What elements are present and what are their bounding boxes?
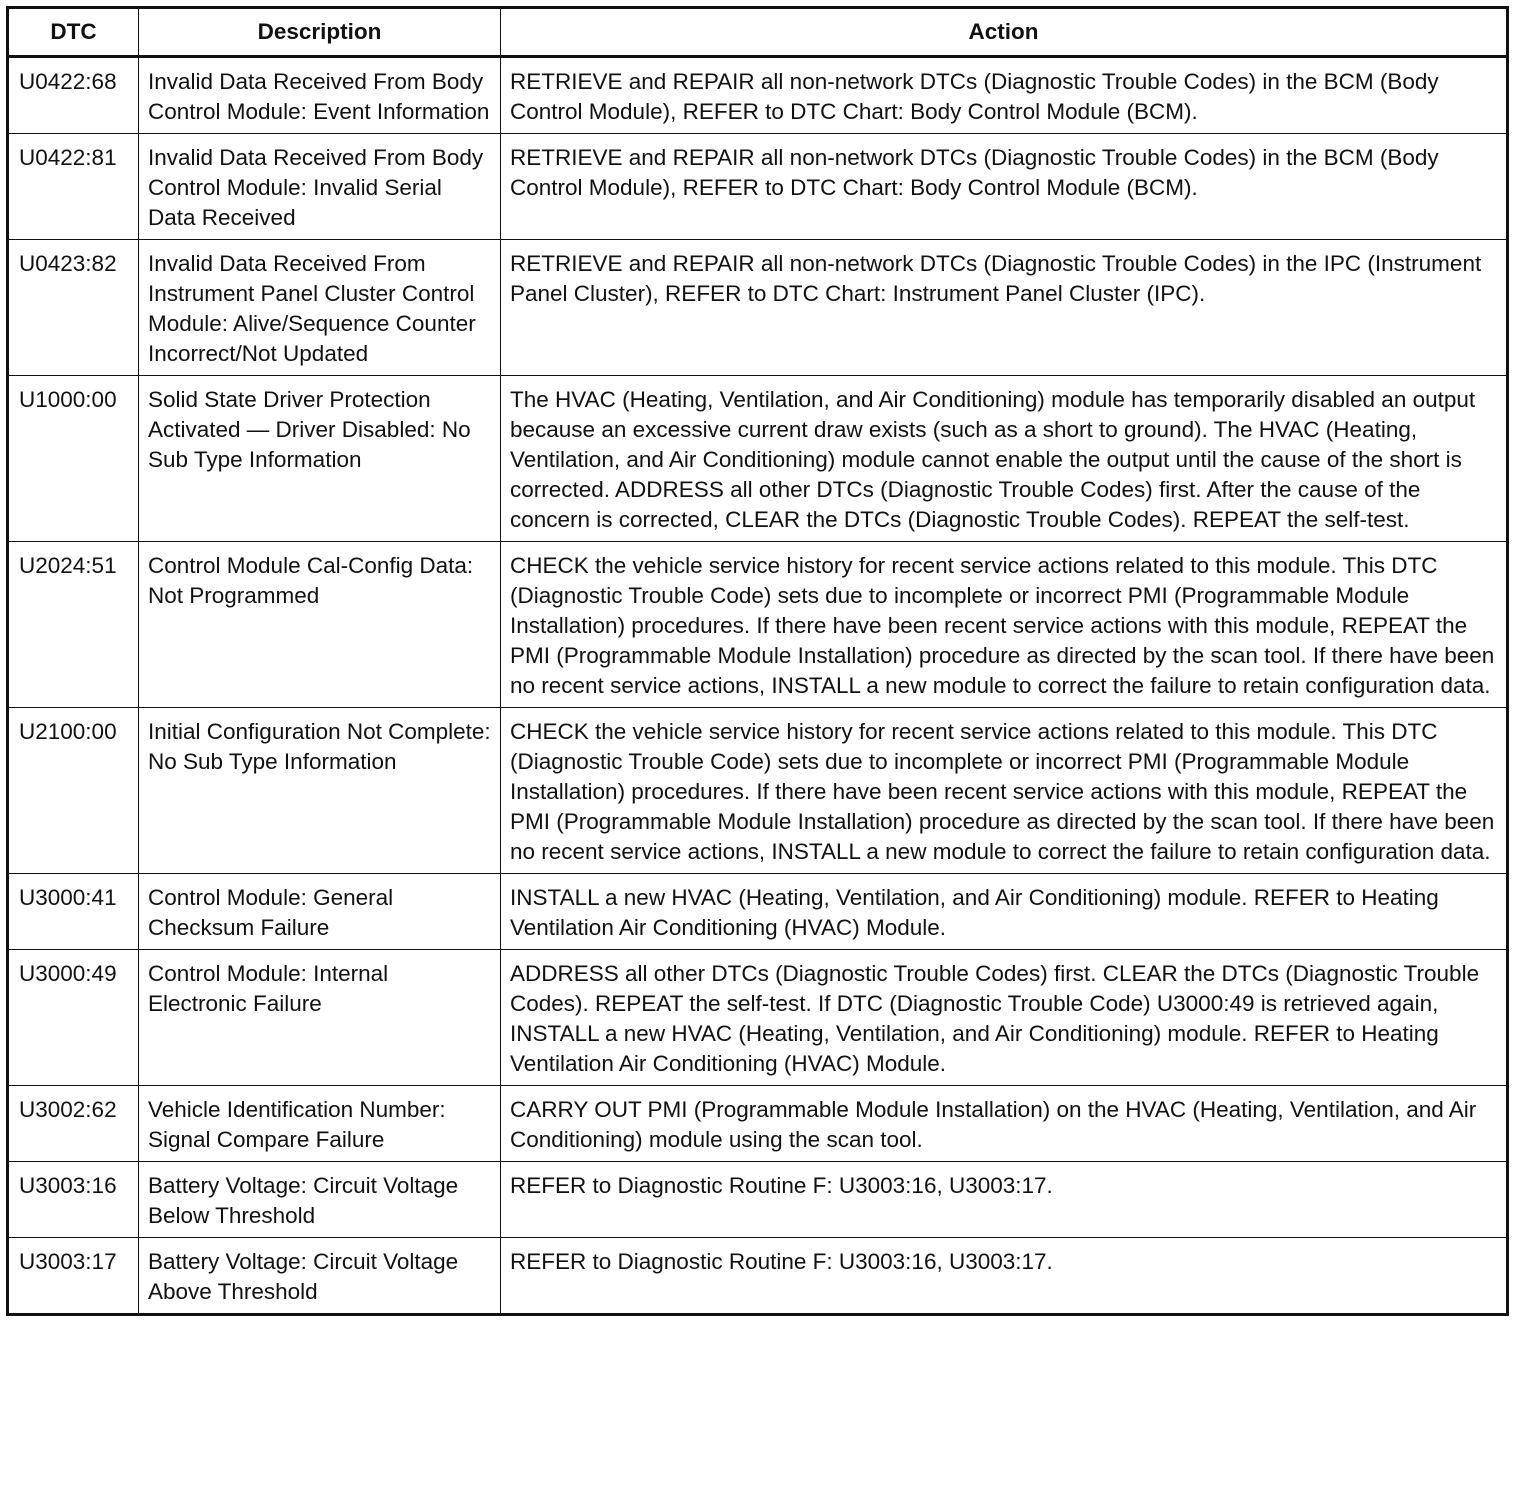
description-cell: Battery Voltage: Circuit Voltage Below Threshold — [139, 1162, 501, 1238]
dtc-code-cell: U0423:82 — [8, 240, 139, 376]
description-cell: Vehicle Identification Number: Signal Compare Failure — [139, 1086, 501, 1162]
table-header — [8, 8, 1508, 57]
dtc-code-cell: U2024:51 — [8, 542, 139, 708]
table-row — [8, 874, 1508, 950]
action-cell: CHECK the vehicle service history for recent service actions related to this module. This DTC (Diagnostic Trouble Code) sets due to incomplete or incorrect PMI (Programmable Module Installation) procedures. If there have been recent service actions with this module, REPEAT the PMI (Programmable Module Installation) procedure as directed by the scan tool. If there have been no recent service actions, INSTALL a new module to correct the failure to retain configuration data. — [501, 542, 1508, 708]
table-row — [8, 134, 1508, 240]
dtc-code-cell: U2100:00 — [8, 708, 139, 874]
action-cell: CHECK the vehicle service history for recent service actions related to this module. This DTC (Diagnostic Trouble Code) sets due to incomplete or incorrect PMI (Programmable Module Installation) procedures. If there have been recent service actions with this module, REPEAT the PMI (Programmable Module Installation) procedure as directed by the scan tool. If there have been no recent service actions, INSTALL a new module to correct the failure to retain configuration data. — [501, 708, 1508, 874]
table-row — [8, 708, 1508, 874]
action-cell: CARRY OUT PMI (Programmable Module Installation) on the HVAC (Heating, Ventilation, and Air Conditioning) module using the scan tool. — [501, 1086, 1508, 1162]
description-cell: Invalid Data Received From Body Control Module: Invalid Serial Data Received — [139, 134, 501, 240]
description-cell: Invalid Data Received From Instrument Panel Cluster Control Module: Alive/Sequence Counter Incorrect/Not Updated — [139, 240, 501, 376]
table-row — [8, 1162, 1508, 1238]
table-row — [8, 57, 1508, 134]
table-row — [8, 1086, 1508, 1162]
action-cell: ADDRESS all other DTCs (Diagnostic Trouble Codes) first. CLEAR the DTCs (Diagnostic Trouble Codes). REPEAT the self-test. If DTC (Diagnostic Trouble Code) U3000:49 is retrieved again, INSTALL a new HVAC (Heating, Ventilation, and Air Conditioning) module. REFER to Heating Ventilation Air Conditioning (HVAC) Module. — [501, 950, 1508, 1086]
table-row — [8, 542, 1508, 708]
action-cell: RETRIEVE and REPAIR all non-network DTCs (Diagnostic Trouble Codes) in the BCM (Body Control Module), REFER to DTC Chart: Body Control Module (BCM). — [501, 57, 1508, 134]
table-row — [8, 950, 1508, 1086]
dtc-table — [6, 6, 1509, 1316]
table-row — [8, 1238, 1508, 1315]
table-row — [8, 240, 1508, 376]
description-cell: Control Module: Internal Electronic Failure — [139, 950, 501, 1086]
dtc-code-cell: U3000:49 — [8, 950, 139, 1086]
action-cell: The HVAC (Heating, Ventilation, and Air Conditioning) module has temporarily disabled an output because an excessive current draw exists (such as a short to ground). The HVAC (Heating, Ventilation, and Air Conditioning) module cannot enable the output until the cause of the short is corrected. ADDRESS all other DTCs (Diagnostic Trouble Codes) first. After the cause of the concern is corrected, CLEAR the DTCs (Diagnostic Trouble Codes). REPEAT the self-test. — [501, 376, 1508, 542]
action-cell: REFER to Diagnostic Routine F: U3003:16, U3003:17. — [501, 1238, 1508, 1315]
action-cell: RETRIEVE and REPAIR all non-network DTCs (Diagnostic Trouble Codes) in the BCM (Body Control Module), REFER to DTC Chart: Body Control Module (BCM). — [501, 134, 1508, 240]
header-action: Action — [501, 8, 1508, 57]
dtc-code-cell: U3003:17 — [8, 1238, 139, 1315]
action-cell: RETRIEVE and REPAIR all non-network DTCs (Diagnostic Trouble Codes) in the IPC (Instrument Panel Cluster), REFER to DTC Chart: Instrument Panel Cluster (IPC). — [501, 240, 1508, 376]
dtc-code-cell: U3002:62 — [8, 1086, 139, 1162]
table-row — [8, 376, 1508, 542]
table-body — [8, 57, 1508, 1315]
description-cell: Control Module Cal-Config Data: Not Programmed — [139, 542, 501, 708]
dtc-code-cell: U3000:41 — [8, 874, 139, 950]
dtc-code-cell: U3003:16 — [8, 1162, 139, 1238]
dtc-code-cell: U0422:81 — [8, 134, 139, 240]
header-description: Description — [139, 8, 501, 57]
description-cell: Battery Voltage: Circuit Voltage Above Threshold — [139, 1238, 501, 1315]
action-cell: INSTALL a new HVAC (Heating, Ventilation, and Air Conditioning) module. REFER to Heating Ventilation Air Conditioning (HVAC) Module. — [501, 874, 1508, 950]
description-cell: Invalid Data Received From Body Control Module: Event Information — [139, 57, 501, 134]
header-row — [8, 8, 1508, 57]
dtc-code-cell: U1000:00 — [8, 376, 139, 542]
dtc-table-container — [6, 6, 1506, 1316]
header-dtc: DTC — [8, 8, 139, 57]
action-cell: REFER to Diagnostic Routine F: U3003:16, U3003:17. — [501, 1162, 1508, 1238]
description-cell: Initial Configuration Not Complete: No Sub Type Information — [139, 708, 501, 874]
description-cell: Control Module: General Checksum Failure — [139, 874, 501, 950]
dtc-code-cell: U0422:68 — [8, 57, 139, 134]
description-cell: Solid State Driver Protection Activated — Driver Disabled: No Sub Type Information — [139, 376, 501, 542]
